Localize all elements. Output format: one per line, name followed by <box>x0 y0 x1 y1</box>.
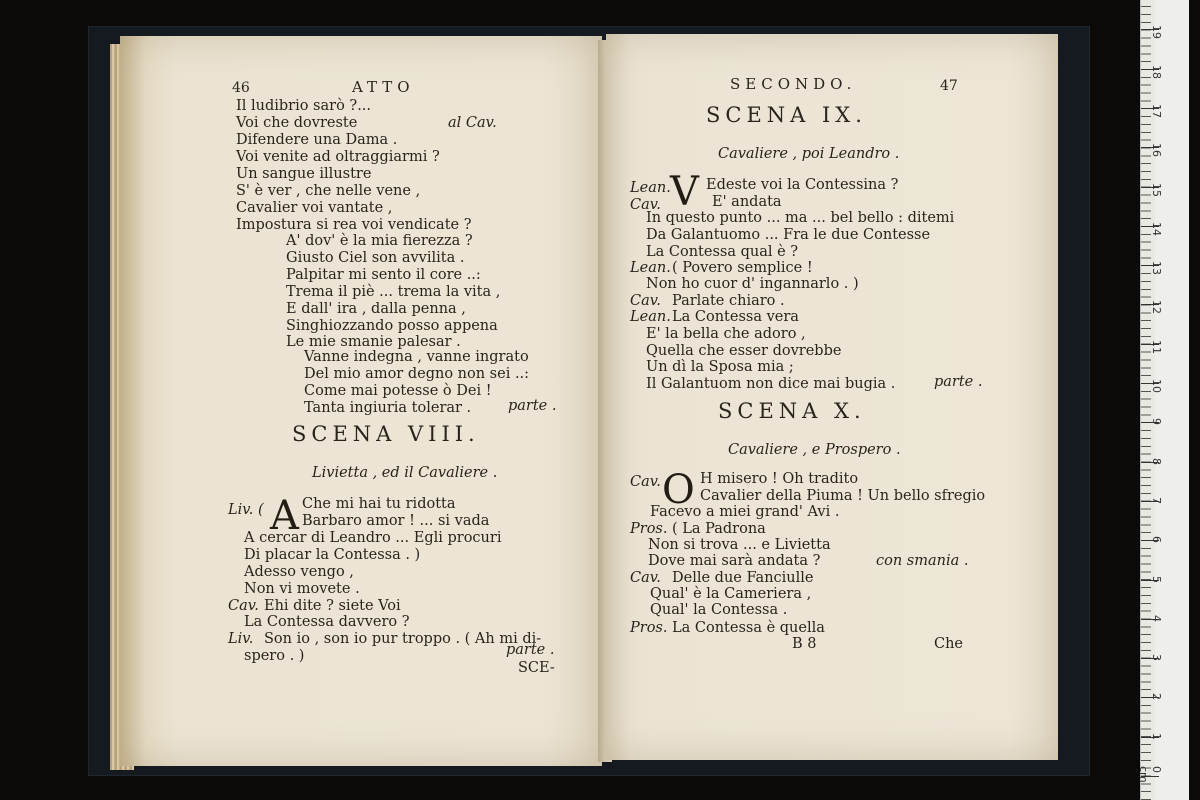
verse-line: Un sangue illustre <box>236 166 372 182</box>
scena-x-title: SCENA X. <box>718 399 866 423</box>
ruler-number: 4 <box>1150 614 1163 622</box>
drop-cap-v: V <box>670 169 699 215</box>
verse-line: La Contessa qual è ? <box>646 244 799 260</box>
cav-line: H misero ! Oh tradito <box>700 471 859 487</box>
cav-line: Cavalier della Piuma ! Un bello sfregio <box>700 488 986 504</box>
drop-cap-a: A <box>270 493 299 539</box>
pros-line-c: Dove mai sarà andata ? <box>648 553 821 569</box>
pros-line-b: Non si trova ... e Livietta <box>648 537 831 553</box>
liv-line-2: spero . ) <box>244 648 305 664</box>
right-catchword: Che <box>934 636 964 652</box>
ruler-number: 16 <box>1150 143 1163 158</box>
ruler-number: 13 <box>1150 261 1163 276</box>
ruler-number: 6 <box>1150 536 1163 544</box>
lean-line-2: ( Povero semplice ! <box>672 260 813 276</box>
verse-line: Da Galantuomo ... Fra le due Contesse <box>646 227 931 243</box>
ruler-number: 18 <box>1150 64 1163 79</box>
aria-line: Giusto Ciel son avvilita . <box>286 250 465 266</box>
aria-line: Vanne indegna , vanne ingrato <box>304 349 529 365</box>
verse-line: S' è ver , che nelle vene , <box>236 183 421 199</box>
cav-line: Ehi dite ? siete Voi <box>264 598 401 614</box>
liv-line: Son io , son io pur troppo . ( Ah mi di- <box>264 631 542 647</box>
speaker-cav-4: Cav. <box>630 570 661 586</box>
scena-viii-persons: Livietta , ed il Cavaliere . <box>312 465 498 481</box>
stage-direction-parte: parte . <box>508 398 557 414</box>
verse-line: Quella che esser dovrebbe <box>646 342 842 359</box>
verse-line: Voi che dovreste <box>236 115 358 131</box>
lean-line-2b: Non ho cuor d' ingannarlo . ) <box>646 276 859 292</box>
scena-viii-title: SCENA VIII. <box>292 422 480 446</box>
verse-line: Voi venite ad oltraggiarmi ? <box>236 149 440 165</box>
aria-line: E dall' ira , dalla penna , <box>286 301 466 317</box>
liv-line: Che mi hai tu ridotta <box>302 496 456 512</box>
speaker-pros: Pros. <box>630 521 668 537</box>
speaker-liv-2: Liv. <box>228 631 254 647</box>
right-page <box>606 34 1058 760</box>
stage-direction-con-smania: con smania . <box>876 553 969 569</box>
ruler-number: 14 <box>1150 221 1163 236</box>
ruler-number: 5 <box>1150 575 1163 583</box>
scena-ix-persons: Cavaliere , poi Leandro . <box>718 146 900 162</box>
ruler-number: 12 <box>1150 300 1163 315</box>
aria-line: A' dov' è la mia fierezza ? <box>286 233 473 249</box>
speaker-lean-3: Lean. <box>630 309 671 325</box>
verse-line: Non vi movete . <box>244 581 360 597</box>
aria-line: Tanta ingiuria tolerar . <box>304 400 472 416</box>
scena-x-persons: Cavaliere , e Prospero . <box>728 442 901 458</box>
verse-line: Adesso vengo , <box>244 564 354 580</box>
ruler-face <box>1155 0 1189 800</box>
ruler-number: 0 cm <box>1137 766 1163 783</box>
signature-mark: B 8 <box>792 636 817 652</box>
speaker-cav: Cav. <box>228 598 259 614</box>
speaker-liv: Liv. ( <box>228 502 264 518</box>
verse-line: Impostura si rea voi vendicate ? <box>236 217 472 233</box>
left-page-number: 46 <box>232 80 250 96</box>
verse-line: Di placar la Contessa . ) <box>244 547 421 563</box>
ruler-number: 2 <box>1150 693 1163 701</box>
speaker: Cav. <box>630 197 661 213</box>
measuring-ruler <box>1137 0 1189 800</box>
cav-line-r2: Parlate chiaro . <box>672 293 785 309</box>
speaker-lean-2: Lean. <box>630 260 671 276</box>
left-catchword: SCE- <box>518 660 555 676</box>
right-running-head: SECONDO. <box>730 75 857 93</box>
cav-line-4b: Qual' è la Cameriera , <box>650 586 812 602</box>
ruler-number: 11 <box>1150 339 1163 354</box>
pros-line: ( La Padrona <box>672 521 766 537</box>
pros-line-2: La Contessa è quella <box>672 620 825 636</box>
scena-ix-title: SCENA IX. <box>706 103 867 127</box>
ruler-number: 3 <box>1150 654 1163 662</box>
verse-line: A cercar di Leandro ... Egli procuri <box>244 530 502 546</box>
dialog-line: Edeste voi la Contessina ? <box>706 177 899 193</box>
ruler-number: 17 <box>1150 103 1163 118</box>
speaker: Lean. <box>630 180 671 196</box>
aria-line: Palpitar mi sento il core ..: <box>286 267 481 283</box>
verse-line: Difendere una Dama . <box>236 132 398 148</box>
dialog-line: E' andata <box>712 194 782 210</box>
verse-line: Un dì la Sposa mia ; <box>646 359 794 375</box>
speaker-pros-2: Pros. <box>630 620 668 636</box>
aria-line: Come mai potesse ò Dei ! <box>304 383 492 399</box>
speaker-cav-3: Cav. <box>630 474 661 490</box>
drop-cap-o: O <box>662 467 695 513</box>
stage-direction-parte-r: parte . <box>934 374 983 390</box>
ruler-number: 19 <box>1150 25 1163 40</box>
right-page-number: 47 <box>940 78 958 94</box>
left-running-head: ATTO <box>352 78 415 96</box>
aside-al-cav: al Cav. <box>448 115 497 131</box>
ruler-number: 8 <box>1150 457 1163 465</box>
ruler-number: 9 <box>1150 418 1163 426</box>
aria-line: Le mie smanie palesar . <box>286 334 461 350</box>
cav-line-2: La Contessa davvero ? <box>244 614 410 630</box>
stage-direction-parte-2: parte . <box>506 642 555 658</box>
ruler-number: 15 <box>1150 182 1163 197</box>
ruler-number: 10 <box>1150 379 1163 393</box>
cav-line-4: Delle due Fanciulle <box>672 570 814 586</box>
lean-line-3: La Contessa vera <box>672 309 799 325</box>
speaker-cav-2: Cav. <box>630 293 661 309</box>
aria-line: Del mio amor degno non sei ..: <box>304 366 530 382</box>
verse-line: Il ludibrio sarò ?... <box>236 98 372 114</box>
cav-line-4c: Qual' la Contessa . <box>650 602 788 618</box>
verse-line: In questo punto ... ma ... bel bello : ditemi <box>646 210 955 226</box>
cav-line-3c: Facevo a miei grand' Avi . <box>650 504 840 520</box>
ruler-number: 1 <box>1150 732 1163 740</box>
aria-line: Trema il piè ... trema la vita , <box>286 284 501 300</box>
ruler-number: 7 <box>1150 496 1163 504</box>
verse-line: Il Galantuom non dice mai bugia . <box>646 375 896 392</box>
liv-line: Barbaro amor ! ... si vada <box>302 513 490 529</box>
aria-line: Singhiozzando posso appena <box>286 318 498 334</box>
verse-line: Cavalier voi vantate , <box>236 200 393 216</box>
verse-line: E' la bella che adoro , <box>646 326 806 342</box>
